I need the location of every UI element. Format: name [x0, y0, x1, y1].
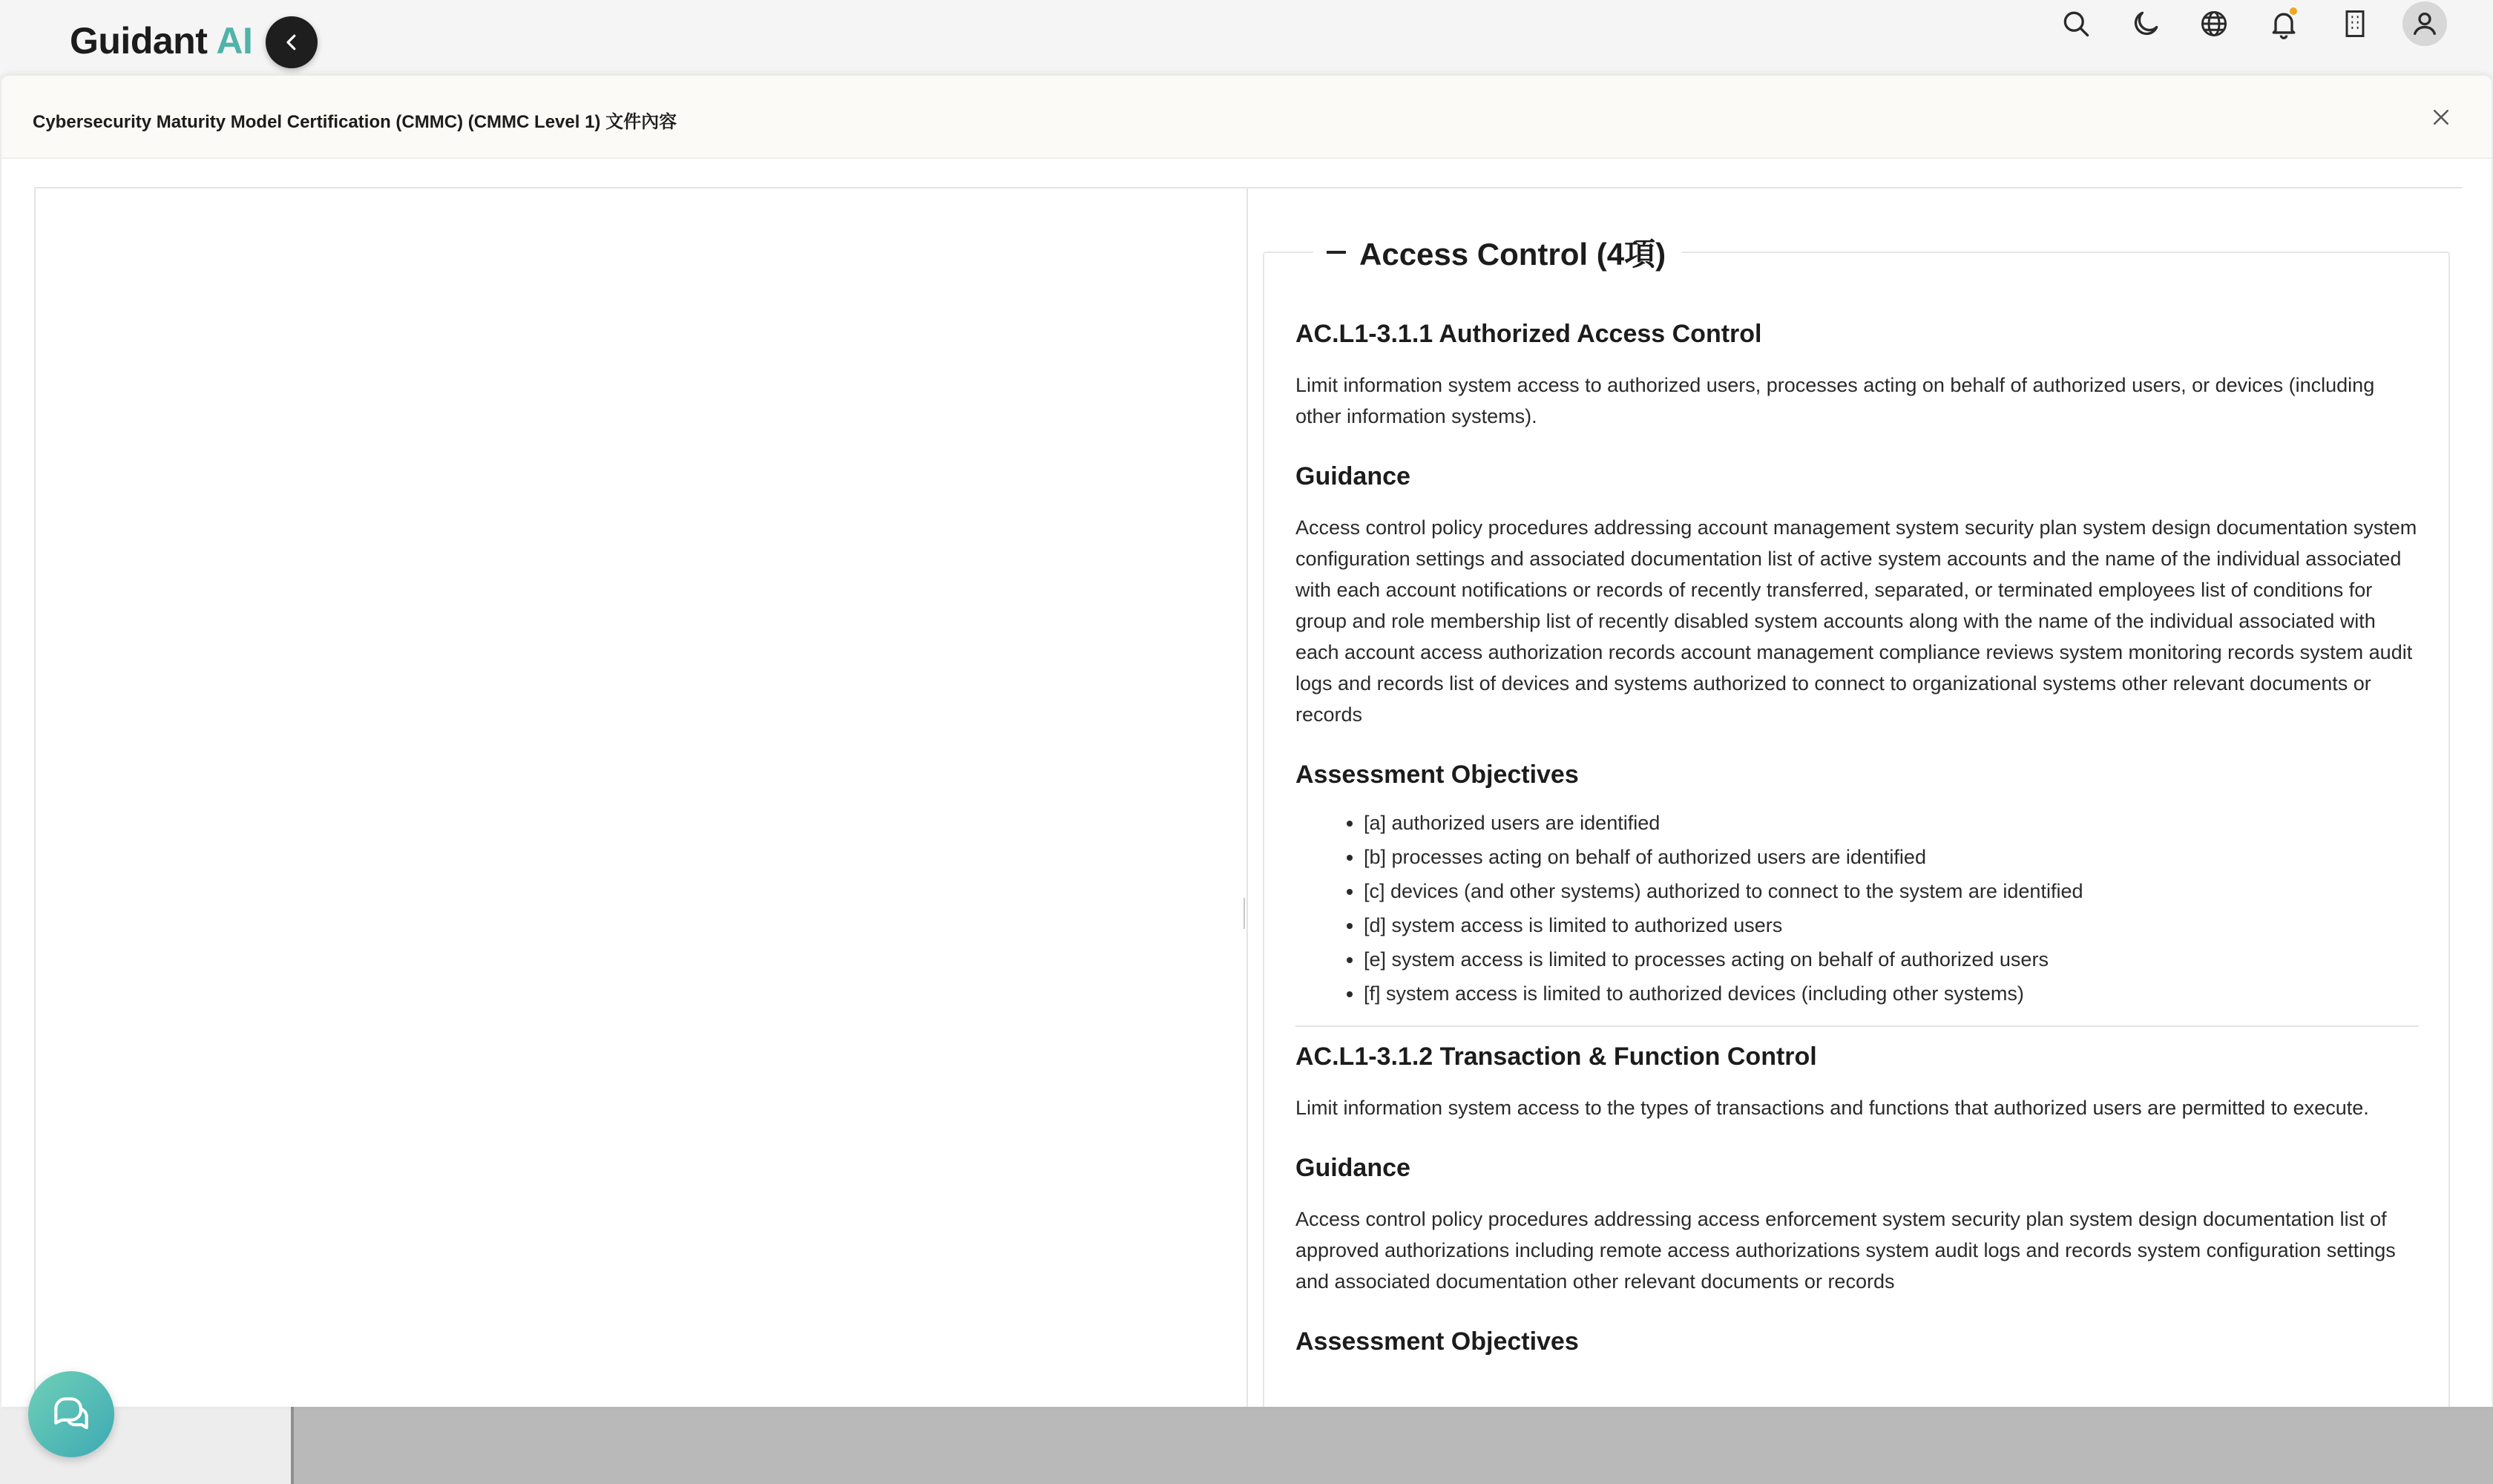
- objective-item: • [d] system access is limited to authorized users: [1364, 908, 2419, 942]
- modal-header: [1, 76, 2492, 159]
- user-icon: [2408, 7, 2441, 40]
- notifications-button[interactable]: [2260, 0, 2308, 47]
- access-control-section: [1263, 230, 2450, 1407]
- objective-item: • [a] authorized users are identified: [1364, 806, 2419, 840]
- organization-button[interactable]: [2331, 0, 2379, 47]
- objective-item: • [e] system access is limited to processes acting on behalf of authorized users: [1364, 942, 2419, 976]
- objective-item: • [c] devices (and other systems) authorized to connect to the system are identified: [1364, 874, 2419, 908]
- control-title: AC.L1-3.1.2 Transaction & Function Control: [1295, 1043, 1817, 1071]
- user-menu-button[interactable]: [2401, 0, 2448, 47]
- section-title: Access Control (4項): [1359, 237, 1666, 272]
- objective-item: • [b] processes acting on behalf of authorized users are identified: [1364, 840, 2419, 874]
- theme-toggle-button[interactable]: [2122, 0, 2170, 47]
- objectives-heading: Assessment Objectives: [1295, 761, 1579, 789]
- split-view: [34, 187, 2462, 1407]
- objectives-heading: Assessment Objectives: [1295, 1327, 1579, 1356]
- building-icon: [2339, 7, 2371, 40]
- document-content-pane[interactable]: [1249, 188, 2462, 1407]
- globe-icon: [2198, 7, 2230, 40]
- close-button[interactable]: [2423, 99, 2459, 135]
- guidance-heading: Guidance: [1295, 462, 1410, 490]
- brand-logo[interactable]: [70, 19, 252, 62]
- control-divider: [1295, 1025, 2419, 1027]
- modal-title: Cybersecurity Maturity Model Certification (CMMC) (CMMC Level 1) 文件內容: [33, 112, 677, 132]
- collapse-icon[interactable]: [1327, 251, 1346, 254]
- control-description: Limit information system access to authorized users, processes acting on behalf of authorized users, or devices (including other information systems).: [1295, 374, 2375, 427]
- language-button[interactable]: [2190, 0, 2238, 47]
- backdrop-content: [291, 1407, 2493, 1484]
- objectives-list: [1295, 806, 2419, 1011]
- chevron-left-icon: [280, 31, 303, 53]
- guidance-heading: Guidance: [1295, 1154, 1410, 1182]
- document-preview-pane: [36, 188, 1248, 1407]
- document-modal: [1, 76, 2492, 1407]
- top-app-bar: [0, 0, 2493, 76]
- control-title: AC.L1-3.1.1 Authorized Access Control: [1295, 320, 1762, 348]
- section-legend[interactable]: [1313, 230, 1682, 275]
- search-icon: [2060, 7, 2092, 40]
- notification-dot: [2288, 6, 2299, 16]
- brand-accent: AI: [216, 20, 253, 62]
- guidance-text: Access control policy procedures addressing access enforcement system security plan system design documentation list of approved authorizations including remote access authorizations system audit logs and records system configuration settings and associated documentation other relevant documents or records: [1295, 1208, 2396, 1293]
- brand-main: Guidant: [70, 20, 208, 62]
- chat-assistant-button[interactable]: [28, 1371, 114, 1457]
- moon-icon: [2129, 7, 2162, 40]
- search-button[interactable]: [2052, 0, 2100, 47]
- objective-item: • [f] system access is limited to authorized devices (including other systems): [1364, 976, 2419, 1011]
- control-description: Limit information system access to the types of transactions and functions that authorized users are permitted to execute.: [1295, 1097, 2369, 1119]
- close-icon: [2430, 106, 2452, 128]
- back-button[interactable]: [266, 16, 318, 68]
- avatar: [2402, 1, 2447, 46]
- guidance-text: Access control policy procedures addressing account management system security plan system design documentation system configuration settings and associated documentation list of active system accounts and the name of the individual associated with each account notifications or records of recently transferred, separated, or terminated employees list of conditions for group and role membership list of recently disabled system accounts along with the name of the individual associated with each account access authorization records account management compliance reviews system monitoring records system audit logs and records list of devices and systems authorized to connect to organizational systems other relevant documents or records: [1295, 516, 2417, 726]
- chat-bubbles-icon: [48, 1391, 94, 1437]
